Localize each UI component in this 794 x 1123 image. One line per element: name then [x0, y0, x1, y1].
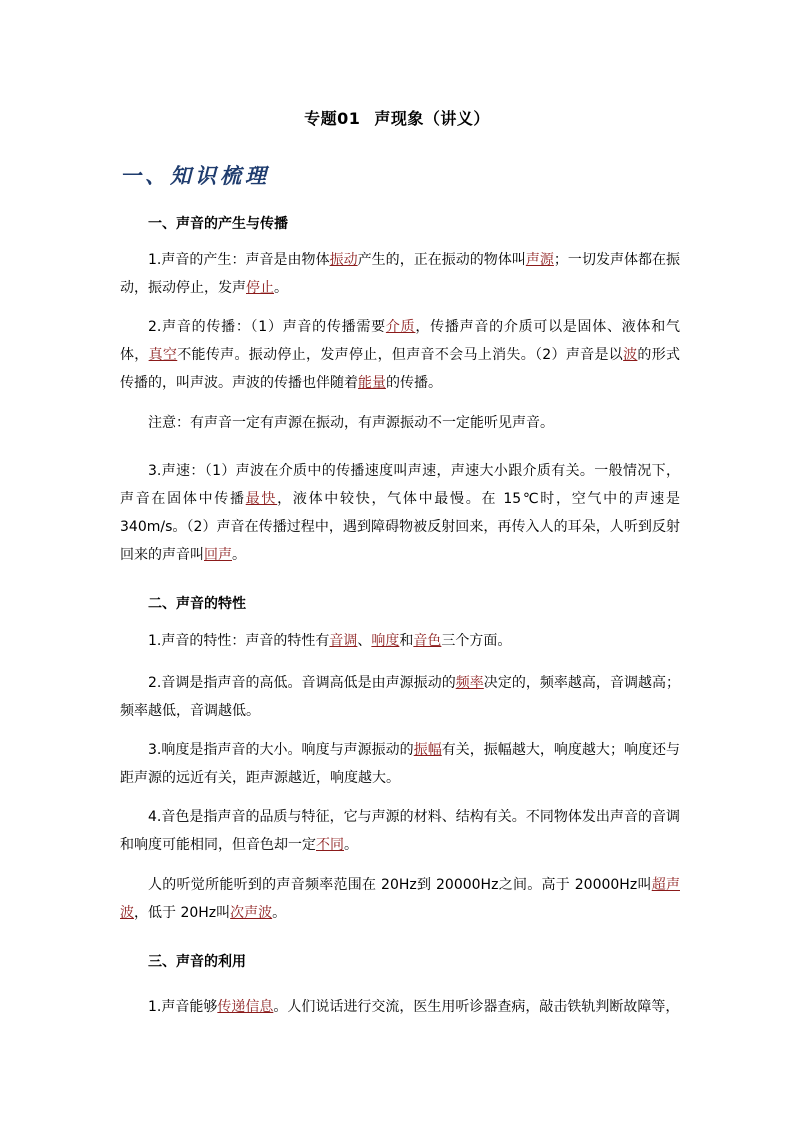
- answer-blank: 介质: [385, 319, 416, 335]
- paragraph-timbre: 4.音色是指声音的品质与特征，它与声源的材料、结构有关。不同物体发出声音的音调和响度可能相同，但音色却一定不同。: [120, 809, 680, 853]
- title-number: 专题01: [304, 109, 361, 128]
- paragraph-sound-speed: 3.声速：（1）声波在介质中的传播速度叫声速，声速大小跟介质有关。一般情况下，声音在固体中传播最快，液体中较快，气体中最慢。在 15℃时，空气中的声速是 340m/s。（2）声音在传播过程中，遇到障碍物被反射回来，再传入人的耳朵，人听到反射回来的声音叫回声。: [120, 463, 680, 563]
- answer-blank: 声源: [525, 252, 554, 268]
- title-text: 声现象（讲义）: [374, 109, 490, 128]
- answer-blank: 音色: [413, 633, 442, 649]
- paragraph-sound-propagation: 2.声音的传播：（1）声音的传播需要介质，传播声音的介质可以是固体、液体和气体，真空不能传声。振动停止，发声停止，但声音不会马上消失。（2）声音是以波的形式传播的，叫声波。声波的传播也伴随着能量的传播。: [120, 319, 681, 391]
- answer-blank: 振动: [329, 252, 358, 268]
- section-heading-knowledge: 一、知识梳理: [120, 163, 270, 188]
- paragraph-pitch: 2.音调是指声音的高低。音调高低是由声源振动的频率决定的，频率越高，音调越高；频率越低，音调越低。: [120, 675, 681, 719]
- paragraph-characteristics: 1.声音的特性：声音的特性有音调、响度和音色三个方面。: [148, 633, 512, 649]
- answer-blank: 停止: [246, 280, 274, 296]
- answer-blank: 能量: [358, 375, 386, 391]
- paragraph-loudness: 3.响度是指声音的大小。响度与声源振动的振幅有关，振幅越大，响度越大；响度还与距声源的远近有关，距声源越近，响度越大。: [120, 742, 681, 786]
- subheading-production-propagation: 一、声音的产生与传播: [148, 216, 288, 232]
- document-title: [0, 106, 794, 129]
- paragraph-sound-production: 1.声音的产生：声音是由物体振动产生的，正在振动的物体叫声源；一切发声体都在振动，振动停止，发声停止。: [120, 252, 681, 296]
- answer-blank: 最快: [245, 491, 278, 507]
- paragraph-hearing-range: 人的听觉所能听到的声音频率范围在 20Hz到 20000Hz之间。高于 20000Hz叫超声波，低于 20Hz叫次声波。: [120, 877, 680, 921]
- answer-blank: 传递信息: [217, 999, 274, 1015]
- answer-blank: 音调: [329, 633, 358, 649]
- answer-blank: 振幅: [413, 742, 442, 758]
- answer-blank: 不同: [316, 837, 344, 853]
- subheading-characteristics: 二、声音的特性: [148, 596, 246, 612]
- answer-blank: 回声: [204, 547, 232, 563]
- answer-blank: 超声波: [120, 877, 680, 921]
- subheading-applications: 三、声音的利用: [148, 954, 246, 970]
- answer-blank: 波: [623, 347, 638, 363]
- answer-blank: 次声波: [230, 905, 273, 921]
- paragraph-note: 注意：有声音一定有声源在振动，有声源振动不一定能听见声音。: [148, 415, 554, 431]
- answer-blank: 频率: [455, 675, 484, 691]
- answer-blank: 真空: [148, 347, 178, 363]
- answer-blank: 响度: [371, 633, 400, 649]
- paragraph-applications: 1.声音能够传递信息。人们说话进行交流，医生用听诊器查病，敲击铁轨判断故障等，: [148, 999, 680, 1015]
